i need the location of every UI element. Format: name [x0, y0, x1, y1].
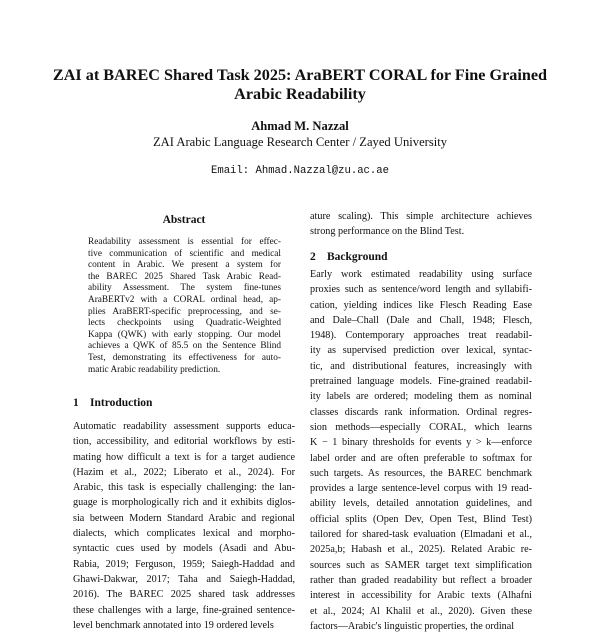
text-line: ity as supervised prediction over lexical, syntac-: [310, 345, 532, 357]
text-line: content in Arabic. We present a system for: [88, 260, 281, 271]
text-line: Automatic readability assessment supports educa-: [73, 421, 295, 432]
text-line: mating how difficult a text is for a target audience: [73, 451, 295, 463]
text-line: proxies such as sentence/word length and syllabifi-: [310, 284, 532, 296]
text-line: label order and are often preferable to softmax for: [310, 452, 532, 464]
text-line: et al., 2024; Al Khalil et al., 2020). Given these: [310, 605, 532, 617]
text-line: 2025a,b; Habash et al., 2025). Related Arabic re-: [310, 544, 532, 556]
text-line: strong performance on the Blind Test.: [310, 226, 465, 238]
text-line: these challenges with a large, fine-grained sentence-: [73, 604, 295, 616]
text-line: official splits (Open Dev, Open Test, Blind Test): [310, 513, 532, 525]
text-line: factors—Arabic's linguistic properties, the ordinal: [310, 620, 515, 632]
author-affiliation: ZAI Arabic Language Research Center / Zayed University: [152, 135, 448, 149]
text-line: and Dale–Chall (Dale and Chall, 1948; Flesch,: [310, 314, 532, 326]
abstract-body: [88, 237, 281, 376]
text-line: dialects, which complicates lexical and morpho-: [73, 528, 295, 540]
text-line: Rabia, 2019; Ferguson, 1959; Saiegh-Haddad and: [73, 558, 295, 570]
text-line: Readability assessment is essential for effec-: [88, 237, 281, 247]
right-column-continuation: [310, 209, 532, 240]
text-line: Ghawi-Dakwar, 2017; Taha and Saiegh-Haddad,: [73, 573, 295, 585]
paper-title-line: ZAI at BAREC Shared Task 2025: AraBERT CORAL for Fine Grained: [52, 66, 548, 84]
text-line: level benchmark annotated into 19 ordered levels: [73, 619, 274, 631]
text-line: pretrained language models. Fine-grained readabil-: [310, 376, 532, 388]
text-line: ature scaling). This simple architecture achieves: [310, 211, 532, 222]
author-name: Ahmad M. Nazzal: [251, 119, 349, 133]
text-line: plies AraBERT-specific preprocessing, and se-: [88, 306, 281, 317]
text-line: Arabic, this task is especially challenging: the lan-: [73, 482, 295, 494]
text-line: interest in accessibility for Arabic texts (Alhafni: [310, 590, 532, 602]
text-line: provides a large sentence-level corpus with 19 read-: [310, 483, 532, 495]
text-line: AraBERTv2 with a CORAL ordinal head, ap-: [88, 294, 281, 305]
text-line: sia between Modern Standard Arabic and regional: [73, 512, 295, 524]
text-line: syntactic cues used by models (Asadi and Abu-: [73, 543, 295, 555]
background-body: [310, 267, 532, 634]
text-line: 2016). The BAREC 2025 shared task addresses: [73, 589, 295, 601]
text-line: Test, demonstrating its effectiveness for auto-: [88, 352, 281, 363]
introduction-body: [73, 419, 295, 633]
text-line: tailored for shared-task evaluation (Elmadani et al.,: [310, 529, 532, 541]
text-line: sion methods—especially CORAL, which learns: [310, 421, 532, 433]
text-line: (Hazim et al., 2022; Liberato et al., 2024). For: [73, 466, 295, 478]
text-line: sources such as SAMER target text simplification: [310, 559, 532, 571]
author-email: Email: Ahmad.Nazzal@zu.ac.ae: [210, 165, 389, 177]
section-heading-introduction: [73, 396, 152, 410]
text-line: ity labels are ordered; modeling them as nominal: [310, 391, 532, 403]
text-line: guage is morphologically rich and it exhibits diglos-: [73, 497, 295, 509]
section-heading-background: [310, 250, 388, 264]
text-line: K − 1 binary thresholds for events y > k—enforce: [310, 437, 532, 449]
text-line: classes discards rank information. Ordinal regres-: [310, 406, 532, 418]
text-line: rather than graded readability but reflect a broader: [310, 574, 532, 586]
paper-title: [40, 66, 560, 104]
text-line: matic Arabic readability prediction.: [88, 364, 221, 375]
text-line: achieves a QWK of 85.5 on the Sentence Blind: [88, 341, 281, 352]
text-line: tive communication of scientific and medical: [88, 248, 281, 259]
text-line: ability Assessment. The system fine-tunes: [88, 283, 281, 294]
abstract-heading: Abstract: [162, 214, 206, 226]
text-line: the BAREC 2025 Shared Task Arabic Read-: [88, 271, 281, 282]
text-line: lects checkpoints using Quadratic-Weighted: [88, 318, 281, 329]
text-line: such targets. As resources, the BAREC benchmark: [310, 467, 532, 479]
text-line: tion, accessibility, and editorial workflows by esti-: [73, 436, 295, 448]
section-number: 1: [73, 397, 79, 409]
text-line: tic, and distributional features, increasingly with: [310, 360, 532, 372]
section-number: 2: [310, 251, 316, 263]
paper-title-line: Arabic Readability: [234, 85, 366, 103]
text-line: 1948). Contemporary approaches treat readabil-: [310, 330, 532, 342]
text-line: cation, yielding indices like Flesch Reading Ease: [310, 299, 532, 311]
section-title: Introduction: [90, 397, 153, 409]
text-line: Kappa (QWK) with early stopping. Our model: [88, 329, 281, 340]
section-title: Background: [327, 251, 388, 263]
text-line: Early work estimated readability using surface: [310, 269, 532, 280]
text-line: ability levels, detailed annotation guidelines, and: [310, 498, 532, 510]
